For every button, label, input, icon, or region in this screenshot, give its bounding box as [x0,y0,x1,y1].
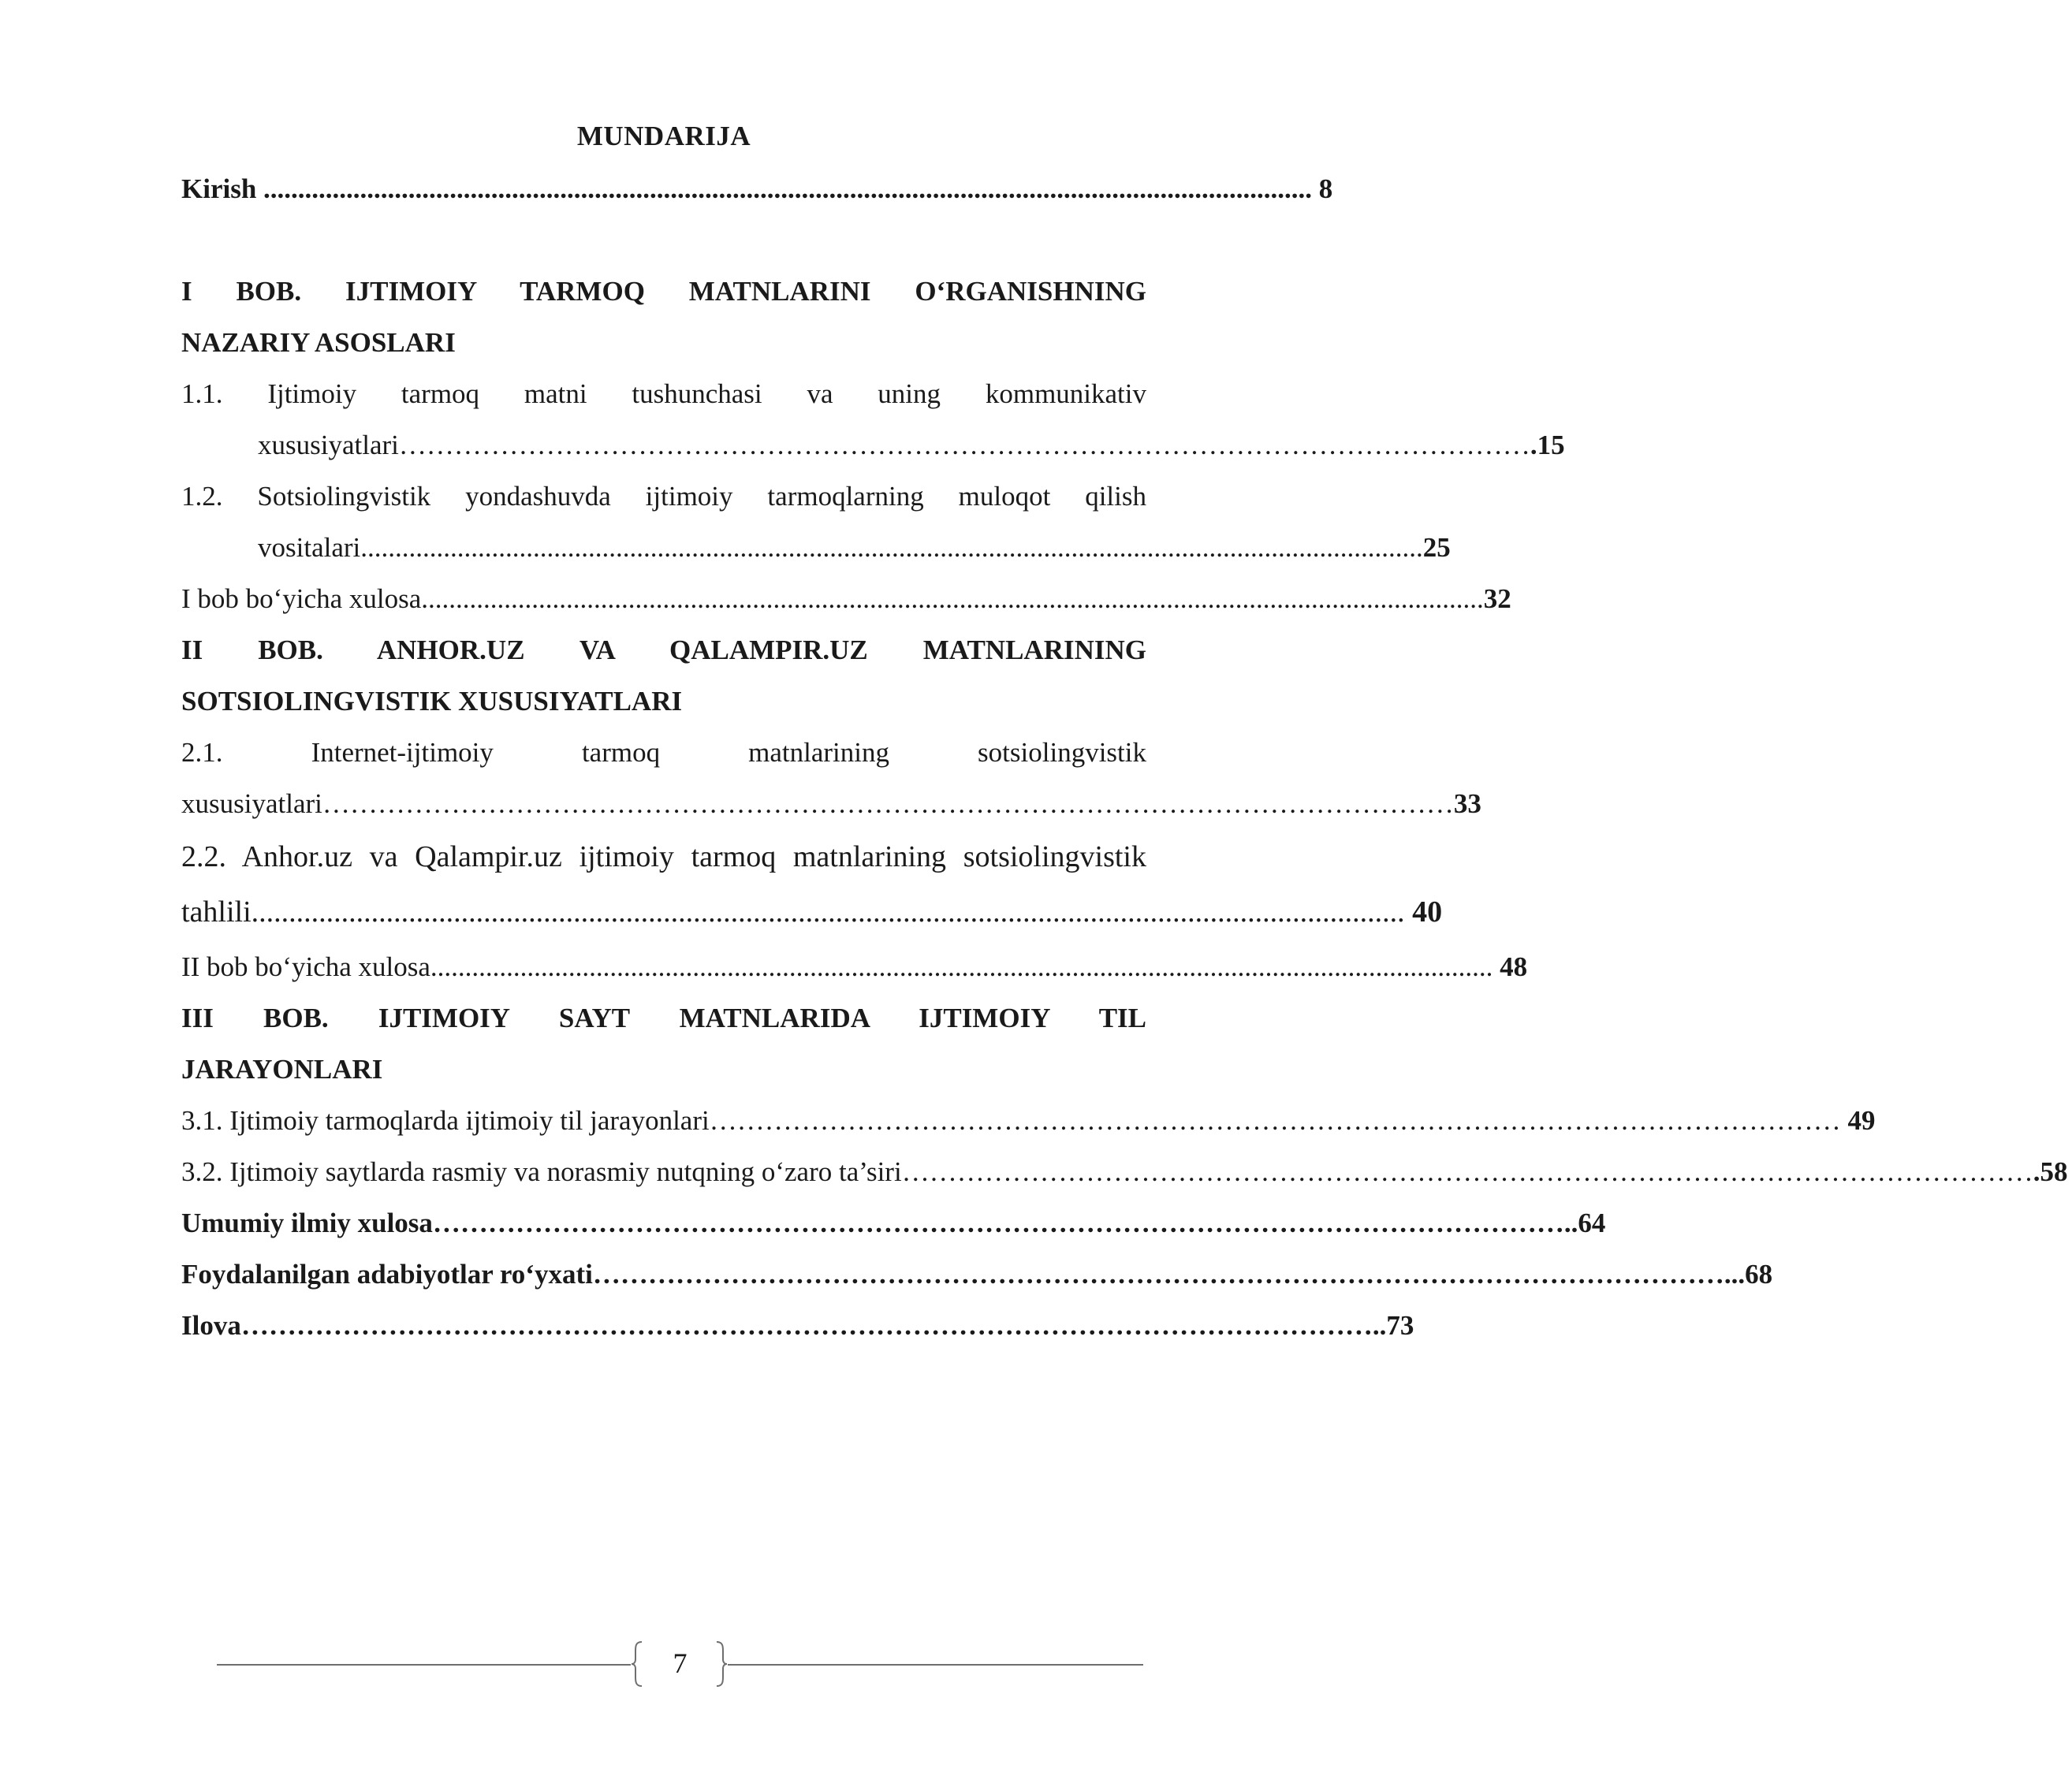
page-footer [217,1636,1143,1691]
toc-page-number: 40 [1404,895,1443,929]
toc-page-number: 49 [1840,1105,1876,1136]
toc-entry-label: Foydalanilgan adabiyotlar ro‘yxati [181,1259,593,1290]
toc-page-number: ..73 [1372,1310,1414,1341]
toc-entry-2-2-continued[interactable] [181,892,1443,932]
toc-entry-label: vositalari [258,532,361,563]
toc-entry-label: Umumiy ilmiy xulosa [181,1208,433,1238]
left-brace-ornament-icon [631,1640,643,1688]
toc-entry-label: Ilova [181,1310,241,1341]
chapter-3-heading[interactable]: III BOB. IJTIMOIY SAYT MATNLARIDA IJTIMOIY TIL [181,1003,1146,1033]
dot-leader: .......................................................................................................................................................... [360,532,1423,563]
footer-rule-right [728,1664,1143,1666]
toc-entry-chapter-2-conclusion[interactable] [181,947,1528,987]
toc-entry-1-2[interactable]: 1.2. Sotsiolingvistik yondashuvda ijtimoiy tarmoqlarning muloqot qilish [181,481,1146,512]
toc-entry-chapter-1-conclusion[interactable] [181,579,1511,619]
chapter-2-heading-continued[interactable]: SOTSIOLINGVISTIK XUSUSIYATLARI [181,686,683,717]
chapter-2-heading[interactable]: II BOB. ANHOR.UZ VA QALAMPIR.UZ MATNLARINING [181,635,1146,665]
toc-entry-general-conclusion[interactable] [181,1204,1606,1243]
dot-leader: .......................................................................................................................................................... [251,895,1405,929]
toc-entry-label: Kirish [181,173,264,204]
toc-entry-label: I bob bo‘yicha xulosa [181,583,422,614]
toc-entry-label: tahlili [181,895,252,929]
dot-leader: …………………………………………………………………………………………………………… [709,1105,1841,1136]
toc-entry-label: xususiyatlari [258,430,399,460]
chapter-1-heading-continued[interactable]: NAZARIY ASOSLARI [181,327,456,358]
dot-leader: .......................................................................................................................................................... [421,583,1484,614]
page-title: MUNDARIJA [576,121,751,151]
toc-entry-1-1-continued[interactable] [258,426,1565,465]
dot-leader: …………………………………………………………………………………………………………… [398,430,1530,460]
toc-entry-2-1[interactable]: 2.1. Internet-ijtimoiy tarmoq matnlarining sotsiolingvistik [181,737,1146,768]
toc-entry-references[interactable] [181,1255,1773,1294]
dot-leader: .......................................................................................................................................................... [430,951,1493,982]
toc-page-number: 25 [1422,532,1451,563]
page-number: 7 [673,1647,688,1679]
toc-entry-3-2[interactable] [181,1152,2068,1192]
dot-leader: …………………………………………………………………………………………………………… [322,788,1454,819]
chapter-1-heading[interactable]: I BOB. IJTIMOIY TARMOQ MATNLARINI O‘RGANISHNING [181,276,1146,307]
toc-page-number: 8 [1312,173,1333,204]
toc-page-number: .58 [2033,1156,2068,1187]
toc-page-number: 48 [1493,951,1528,982]
toc-page-number: .15 [1530,430,1565,460]
toc-entry-1-1[interactable]: 1.1. Ijtimoiy tarmoq matni tushunchasi va uning kommunikativ [181,378,1146,409]
toc-entry-label: 3.1. Ijtimoiy tarmoqlarda ijtimoiy til jarayonlari [181,1105,710,1136]
toc-entry-2-2[interactable]: 2.2. Anhor.uz va Qalampir.uz ijtimoiy tarmoq matnlarining sotsiolingvistik [181,840,1146,873]
toc-entry-2-1-continued[interactable] [181,784,1481,824]
dot-leader: ........................................................................................................................................................ [263,173,1313,204]
dot-leader: …………………………………………………………………………………………………………… [432,1208,1564,1238]
toc-entry-1-2-continued[interactable] [258,528,1451,568]
toc-entry-label: 3.2. Ijtimoiy saytlarda rasmiy va norasmiy nutqning o‘zaro ta’siri [181,1156,902,1187]
chapter-3-heading-continued[interactable]: JARAYONLARI [181,1054,383,1085]
toc-entry-3-1[interactable] [181,1101,1876,1141]
toc-entry-label: xususiyatlari [181,788,322,819]
toc-entry-label: II bob bo‘yicha xulosa [181,951,430,982]
toc-page-number: 32 [1483,583,1511,614]
toc-page-number: ...68 [1724,1259,1773,1290]
footer-rule-left [217,1664,631,1666]
dot-leader: …………………………………………………………………………………………………………… [240,1310,1373,1341]
toc-page-number: 33 [1453,788,1481,819]
toc-entry-appendix[interactable] [181,1306,1414,1346]
right-brace-ornament-icon [715,1640,728,1688]
dot-leader: …………………………………………………………………………………………………………… [901,1156,2033,1187]
toc-page-number: ..64 [1563,1208,1606,1238]
toc-entry-kirish[interactable] [181,169,1333,209]
dot-leader: …………………………………………………………………………………………………………… [592,1259,1724,1290]
